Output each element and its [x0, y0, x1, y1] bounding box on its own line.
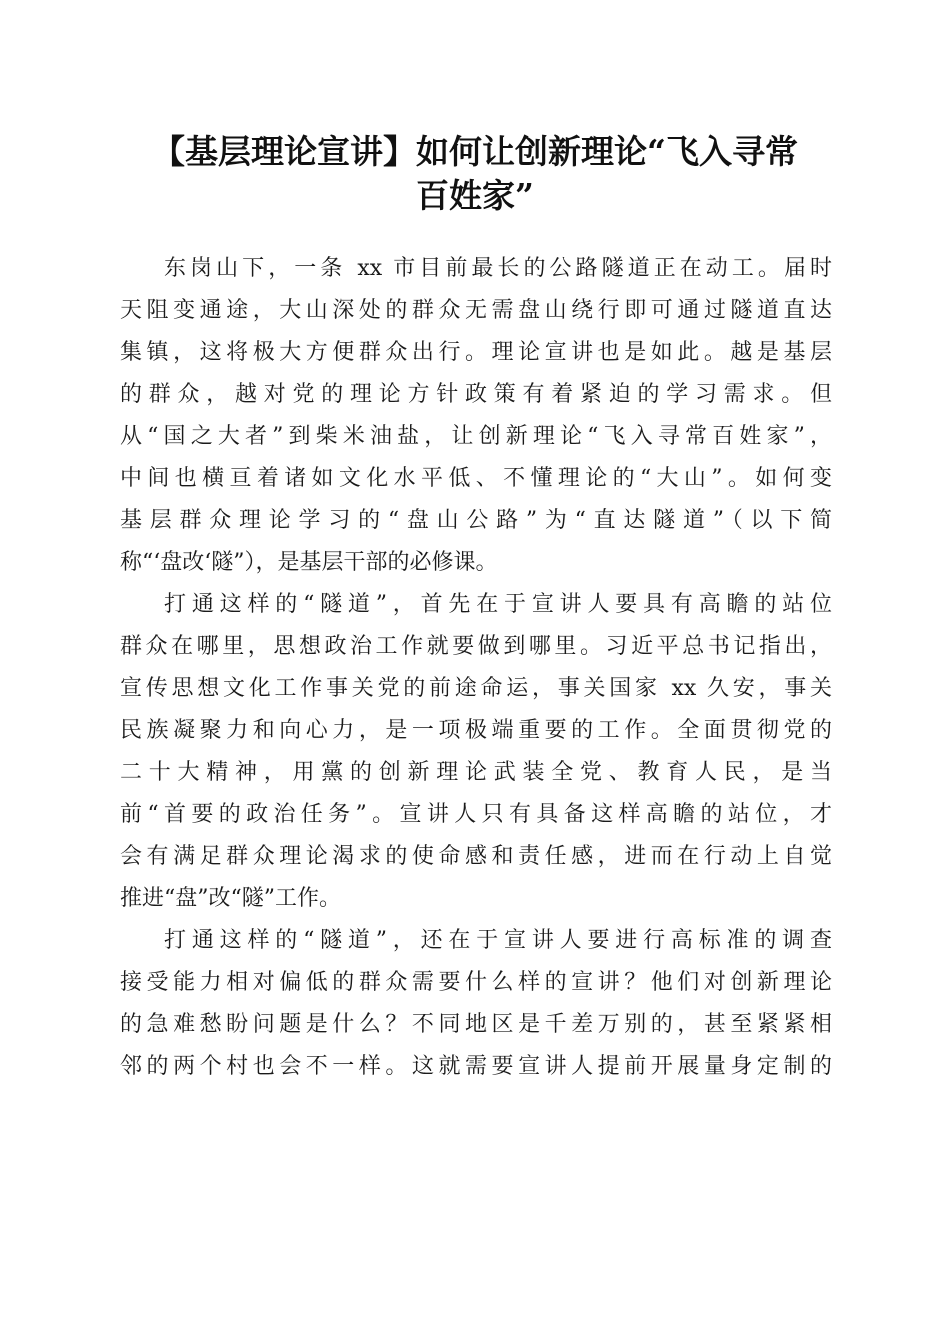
text-line: 中间也横亘着诸如文化水平低、不懂理论的“大山”。如何变: [120, 466, 832, 491]
text-line: 基层群众理论学习的“盘山公路”为“直达隧道”（以下简: [120, 508, 832, 533]
paragraph-3: [120, 920, 832, 1088]
text-line: 宣传思想文化工作事关党的前途命运，事关国家 xx 久安，事关: [120, 676, 832, 701]
text-line: 二十大精神，用黨的创新理论武装全党、教育人民，是当: [120, 760, 832, 785]
document-body: [120, 248, 832, 1088]
text-line: 东岗山下，一条 xx 市目前最长的公路隧道正在动工。届时: [164, 256, 832, 281]
text-line: 集镇，这将极大方便群众出行。理论宣讲也是如此。越是基层: [120, 340, 832, 365]
text-line: 邻的两个村也会不一样。这就需要宣讲人提前开展量身定制的: [120, 1054, 832, 1079]
paragraph-2: [120, 584, 832, 920]
paragraph-1: [120, 248, 832, 584]
text-line: 会有满足群众理论渴求的使命感和责任感，进而在行动上自觉: [120, 844, 832, 869]
text-line: 天阻变通途，大山深处的群众无需盘山绕行即可通过隧道直达: [120, 298, 832, 323]
text-line: 接受能力相对偏低的群众需要什么样的宣讲？他们对创新理论: [120, 970, 832, 995]
text-line: 推进“盘”改“隧”工作。: [120, 886, 341, 911]
text-line: 打通这样的“隧道”，还在于宣讲人要进行高标准的调查: [164, 928, 832, 953]
text-line: 民族凝聚力和向心力，是一项极端重要的工作。全面贯彻党的: [120, 718, 832, 743]
text-line: 的群众，越对党的理论方针政策有着紧迫的学习需求。但: [120, 382, 832, 407]
document-title: [100, 130, 850, 218]
text-line: 称“‘盘改‘隧”），是基层干部的必修课。: [120, 550, 498, 575]
text-line: 前“首要的政治任务”。宣讲人只有具备这样高瞻的站位，才: [120, 802, 832, 827]
title-line-2: 百姓家”: [416, 176, 534, 215]
text-line: 打通这样的“隧道”，首先在于宣讲人要具有高瞻的站位: [164, 592, 832, 617]
text-line: 的急难愁盼问题是什么？不同地区是千差万别的，甚至紧紧相: [120, 1012, 832, 1037]
title-line-1: 【基层理论宣讲】如何让创新理论“飞入寻常: [152, 132, 798, 171]
text-line: 群众在哪里，思想政治工作就要做到哪里。习近平总书记指出，: [120, 634, 832, 659]
text-line: 从“国之大者”到柴米油盐，让创新理论“飞入寻常百姓家”，: [120, 424, 832, 449]
